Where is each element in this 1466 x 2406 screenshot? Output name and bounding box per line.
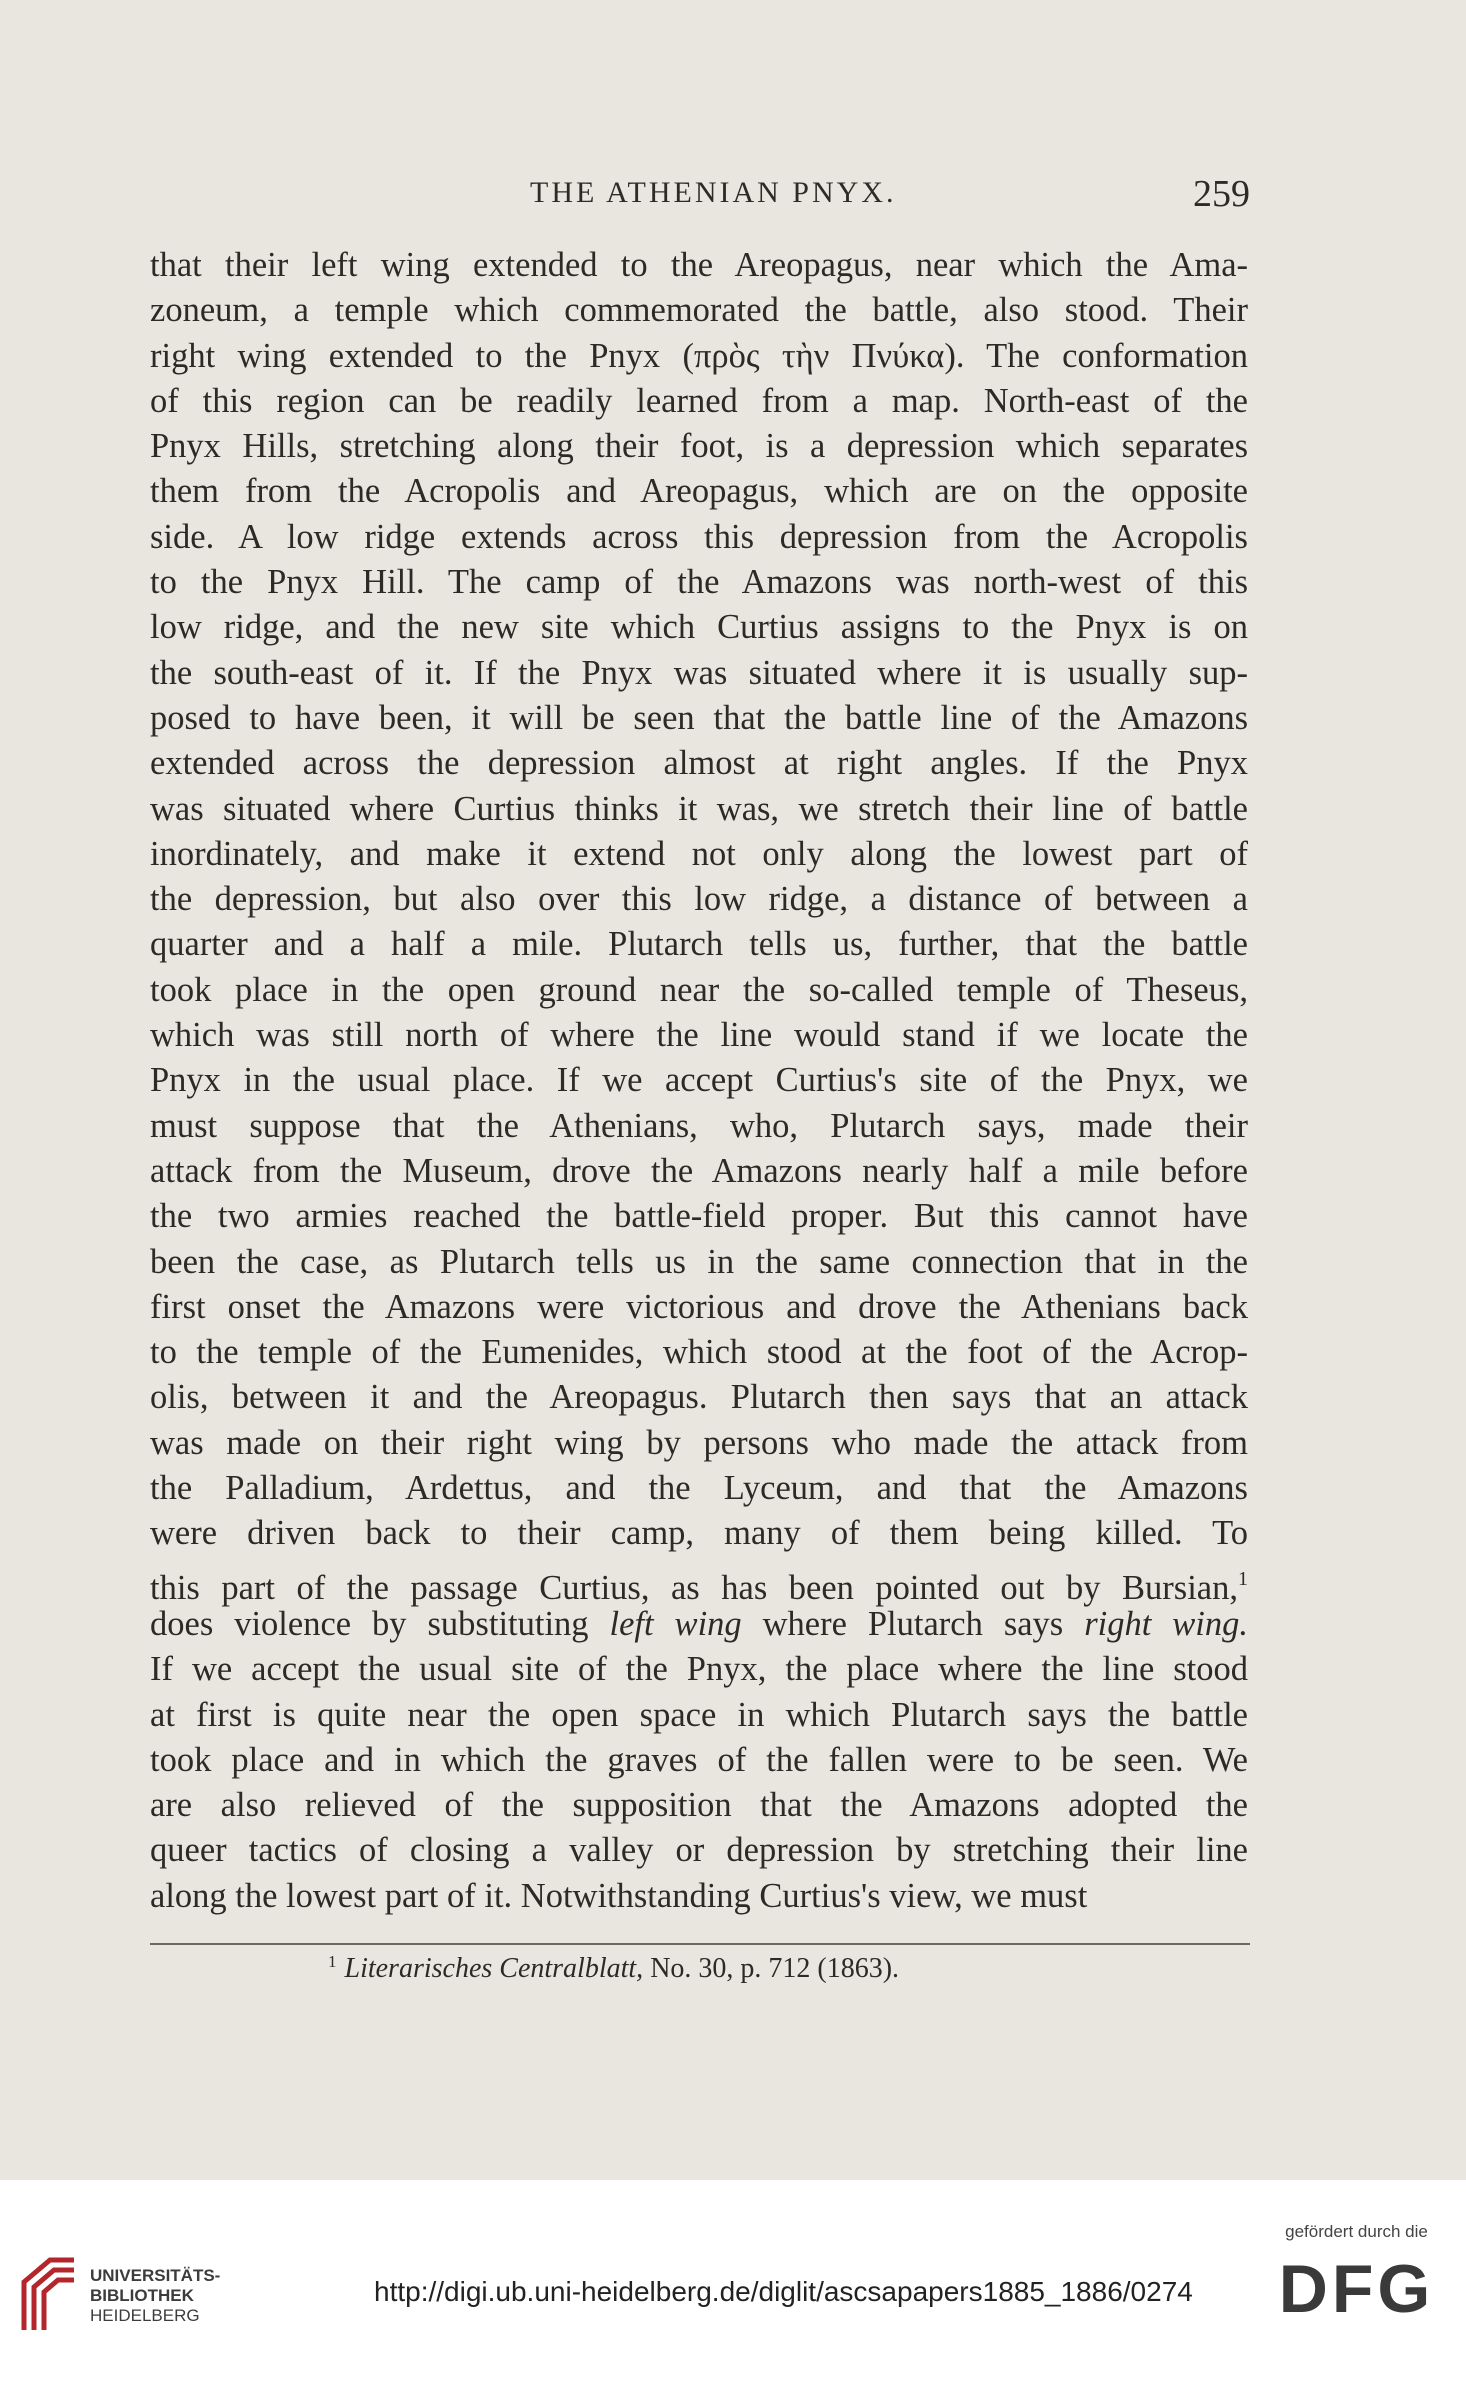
text-line: were driven back to their camp, many of them being killed. To [150, 1514, 1248, 1553]
footnote-divider [150, 1943, 1250, 1945]
footnote [328, 1952, 899, 1985]
text-line: low ridge, and the new site which Curtius assigns to the Pnyx is on [150, 608, 1248, 647]
text-line: first onset the Amazons were victorious and drove the Athenians back [150, 1287, 1248, 1326]
text-line: queer tactics of closing a valley or depression by stretching their line [150, 1831, 1248, 1870]
text-line: took place and in which the graves of the fallen were to be seen. We [150, 1740, 1248, 1779]
text-line: must suppose that the Athenians, who, Plutarch says, made their [150, 1106, 1248, 1145]
text-line-content: this part of the passage Curtius, as has been pointed out by Bursian, [150, 1568, 1238, 1607]
text-line: the Palladium, Ardettus, and the Lyceum, and that the Amazons [150, 1469, 1248, 1508]
text-line: inordinately, and make it extend not only along the lowest part of [150, 834, 1248, 873]
library-logo[interactable] [20, 2256, 290, 2336]
text-line: Pnyx in the usual place. If we accept Curtius's site of the Pnyx, we [150, 1061, 1248, 1100]
text-line: quarter and a half a mile. Plutarch tells us, further, that the battle [150, 925, 1248, 964]
text-line: Pnyx Hills, stretching along their foot, is a depression which separates [150, 427, 1248, 466]
dfg-logo[interactable]: DFG [1278, 2251, 1435, 2327]
text-line: at first is quite near the open space in which Plutarch says the battle [150, 1695, 1248, 1734]
library-name-line: BIBLIOTHEK [90, 2286, 194, 2305]
text-line: along the lowest part of it. Notwithstanding Curtius's view, we must [150, 1876, 1088, 1915]
text-line: posed to have been, it will be seen that the battle line of the Amazons [150, 698, 1248, 737]
text-line: olis, between it and the Areopagus. Plutarch then says that an attack [150, 1378, 1248, 1417]
text-line: the two armies reached the battle-field proper. But this cannot have [150, 1197, 1248, 1236]
text-line: to the Pnyx Hill. The camp of the Amazons was north-west of this [150, 563, 1248, 602]
text-line: side. A low ridge extends across this depression from the Acropolis [150, 517, 1248, 556]
source-url-link[interactable]: http://digi.ub.uni-heidelberg.de/diglit/ascsapapers1885_1886/0274 [374, 2276, 1193, 2307]
italic-phrase: left wing [609, 1604, 742, 1643]
running-title: THE ATHENIAN PNYX. [530, 176, 897, 209]
text-line: them from the Acropolis and Areopagus, which are on the opposite [150, 472, 1248, 511]
text-line: been the case, as Plutarch tells us in the same connection that in the [150, 1242, 1248, 1281]
footnote-details: No. 30, p. 712 (1863). [643, 1953, 900, 1984]
text-line: to the temple of the Eumenides, which stood at the foot of the Acrop- [150, 1333, 1248, 1372]
italic-phrase: right wing. [1084, 1604, 1248, 1643]
text-line: attack from the Museum, drove the Amazons nearly half a mile before [150, 1151, 1248, 1190]
running-head [150, 172, 1250, 222]
text-line [150, 1557, 1248, 1607]
library-name-line: UNIVERSITÄTS- [90, 2266, 221, 2285]
library-name [90, 2266, 220, 2326]
footnote-reference: 1 [1238, 1567, 1248, 1590]
footnote-source-title: Literarisches Centralblatt, [344, 1953, 644, 1984]
funder-block [1269, 2222, 1444, 2372]
text-line: If we accept the usual site of the Pnyx, the place where the line stood [150, 1650, 1248, 1689]
text-line: zoneum, a temple which commemorated the battle, also stood. Their [150, 291, 1248, 330]
text-line: extended across the depression almost at right angles. If the Pnyx [150, 744, 1248, 783]
text-segment: does violence by substituting [150, 1604, 610, 1643]
text-line: right wing extended to the Pnyx (πρὸς τὴν Πνύκα). The conformation [150, 336, 1248, 375]
body-text [150, 243, 1248, 1919]
text-line: of this region can be readily learned from a map. North-east of the [150, 381, 1248, 420]
text-line: the south-east of it. If the Pnyx was situated where it is usually sup- [150, 653, 1248, 692]
text-line: which was still north of where the line would stand if we locate the [150, 1016, 1248, 1055]
funder-caption: gefördert durch die [1285, 2222, 1428, 2241]
text-line: was situated where Curtius thinks it was, we stretch their line of battle [150, 789, 1248, 828]
page-number: 259 [1193, 173, 1250, 215]
text-line: are also relieved of the supposition that the Amazons adopted the [150, 1786, 1248, 1825]
text-line: that their left wing extended to the Areopagus, near which the Ama- [150, 246, 1248, 284]
text-line: the depression, but also over this low ridge, a distance of between a [150, 880, 1248, 919]
text-segment: where Plutarch says [741, 1604, 1085, 1643]
text-line [150, 1602, 1248, 1647]
footnote-marker: 1 [328, 1952, 337, 1971]
library-emblem-icon [20, 2256, 78, 2334]
text-line: was made on their right wing by persons who made the attack from [150, 1423, 1248, 1462]
digitization-footer [0, 2180, 1466, 2406]
text-line: took place in the open ground near the so-called temple of Theseus, [150, 970, 1248, 1009]
library-name-line: HEIDELBERG [90, 2306, 200, 2325]
